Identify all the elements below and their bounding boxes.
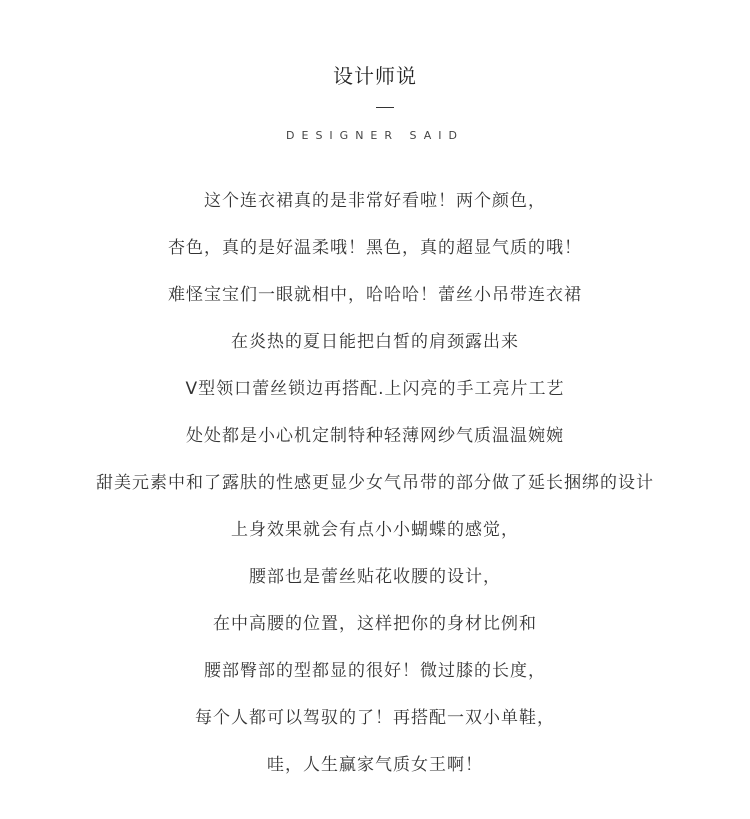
description-line: 腰部臀部的型都显的很好！微过膝的长度， (204, 661, 546, 681)
description-line: 哇，人生赢家气质女王啊！ (267, 755, 483, 775)
description-line: V型领口蕾丝锁边再搭配.上闪亮的手工亮片工艺 (185, 379, 565, 399)
description-line: 这个连衣裙真的是非常好看啦！两个颜色， (204, 191, 546, 211)
description-line: 每个人都可以驾驭的了！再搭配一双小单鞋， (195, 708, 555, 728)
description-text (0, 186, 750, 797)
description-line: 甜美元素中和了露肤的性感更显少女气吊带的部分做了延长捆绑的设计 (96, 473, 654, 493)
description-line: 在中高腰的位置，这样把你的身材比例和 (213, 614, 537, 634)
description-line: 难怪宝宝们一眼就相中，哈哈哈！蕾丝小吊带连衣裙 (168, 285, 582, 305)
description-line: 杏色，真的是好温柔哦！黑色，真的超显气质的哦！ (168, 238, 582, 258)
description-line: 处处都是小心机定制特种轻薄网纱气质温温婉婉 (186, 426, 564, 446)
description-line: 在炎热的夏日能把白皙的肩颈露出来 (231, 332, 519, 352)
description-line: 腰部也是蕾丝贴花收腰的设计， (249, 567, 501, 587)
description-line: 上身效果就会有点小小蝴蝶的感觉， (231, 520, 519, 540)
section-title: 设计师说 (333, 64, 417, 88)
section-subtitle: DESIGNER SAID (286, 129, 464, 142)
title-divider (376, 107, 394, 108)
